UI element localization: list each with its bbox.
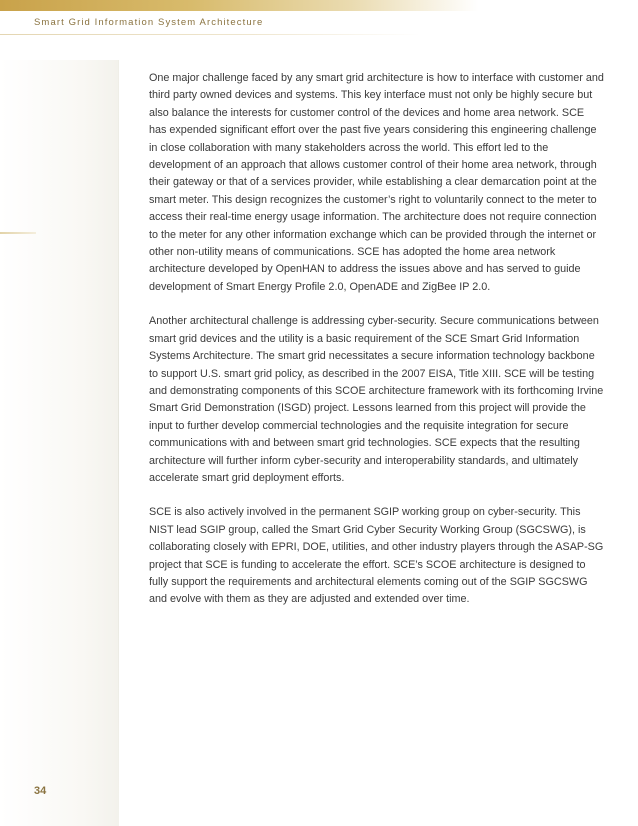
body-text [149, 70, 604, 626]
margin-accent-mark [0, 232, 36, 234]
paragraph-cyber-security: Another architectural challenge is addressing cyber-security. Secure communications between smart grid devices and the utility is a basic requirement of the SCE Smart Grid Information Systems Architecture. The smart grid necessitates a secure information technology backbone to support U.S. smart grid policy, as described in the 2007 EISA, Title XIII. SCE will be testing and demonstrating components of this SCOE architecture framework with its forthcoming Irvine Smart Grid Demonstration (ISGD) project. Lessons learned from this project will provide the input to further develop commercial technologies and the requisite integration for secure communications with and between smart grid technologies. SCE expects that the resulting architecture will further inform cyber-security and interoperability standards, and ultimately accelerate smart grid deployment efforts. [149, 315, 604, 484]
running-header-title: Smart Grid Information System Architecture [34, 17, 264, 28]
paragraph-home-area-network: One major challenge faced by any smart grid architecture is how to interface with customer and third party owned devices and systems. This key interface must not only be highly secure but also balance the interests for customer control of the devices and home area network. SCE has expended significant effort over the past five years considering this engineering challenge in close collaboration with many stakeholders across the world. This effort led to the development of an approach that allows customer control of their home area network, through their gateway or that of a services provider, while establishing a clear demarcation point at the smart meter. This design recognizes the customer’s right to voluntarily connect to the meter to access their real-time energy usage information. The architecture does not require connection to the meter for any other information exchange which can be provided through the internet or other non-utility means of communications. SCE has adopted the home area network architecture developed by OpenHAN to address the issues above and has served to guide development of Smart Energy Profile 2.0, OpenADE and ZigBee IP 2.0. [149, 72, 604, 293]
paragraph-sgip-working-group: SCE is also actively involved in the permanent SGIP working group on cyber-security. This NIST lead SGIP group, called the Smart Grid Cyber Security Working Group (SGCSWG), is collaborating closely with EPRI, DOE, utilities, and other industry players through the ASAP-SG project that SCE is funding to accelerate the effort. SCE’s SCOE architecture is designed to fully support the requirements and architectural elements coming out of the SGIP SGCSWG and evolve with them as they are adjusted and extended over time. [149, 506, 604, 606]
page-number: 34 [34, 785, 47, 797]
left-margin-shading [0, 60, 118, 826]
left-margin-rule [118, 60, 119, 826]
header-divider [0, 34, 420, 35]
header-color-band [0, 0, 638, 11]
